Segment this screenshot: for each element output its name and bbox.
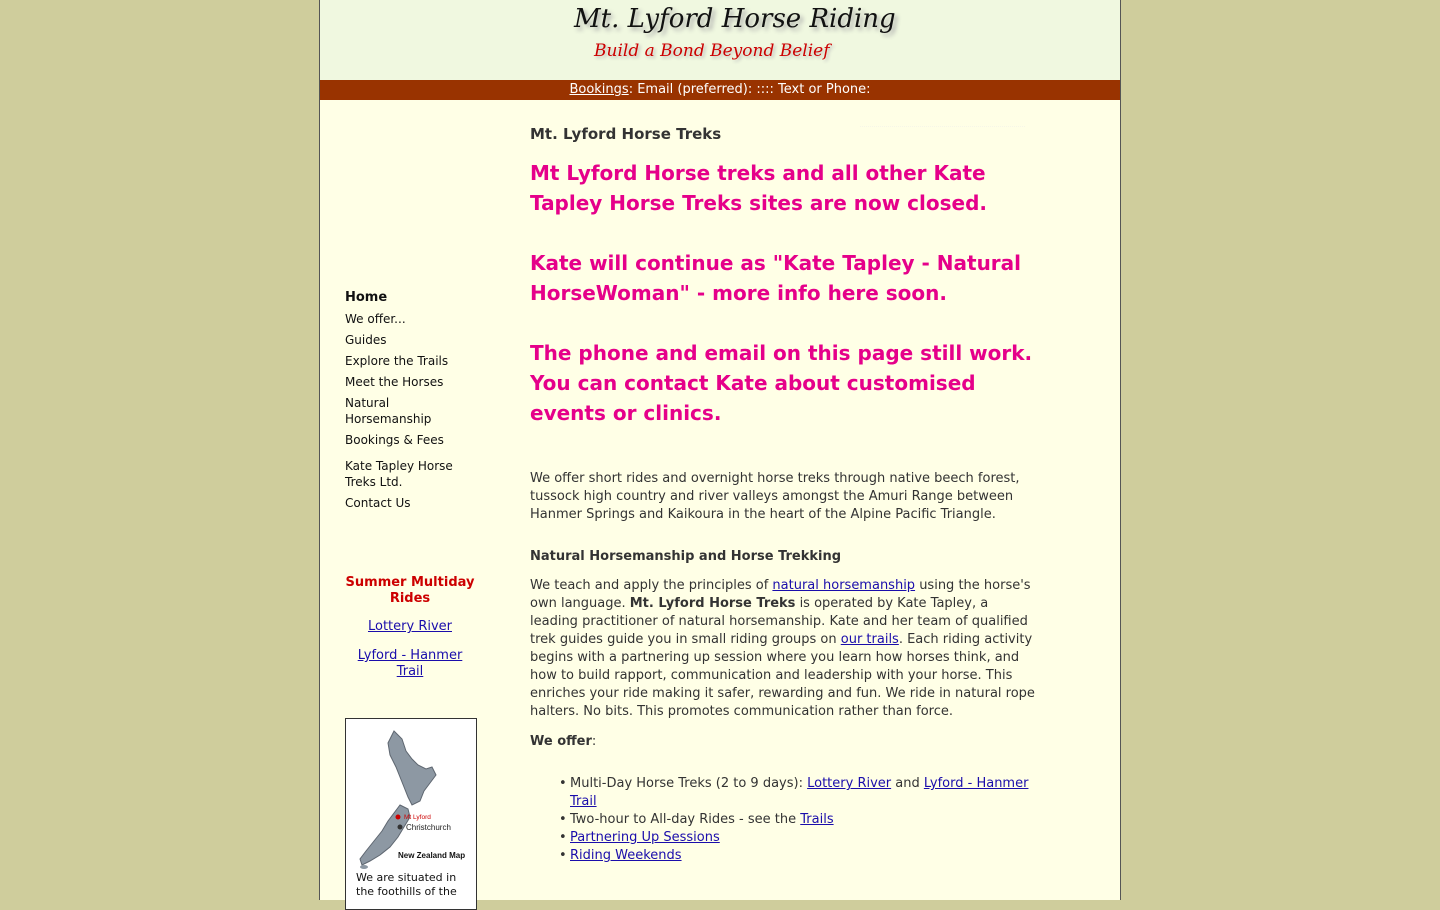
trails-link[interactable]: Trails <box>800 812 834 827</box>
sidebar-item-we-offer[interactable]: We offer... <box>345 312 406 326</box>
offer-text: Two-hour to All-day Rides - see the <box>570 812 801 827</box>
sidebar-item-explore-trails[interactable]: Explore the Trails <box>345 354 449 368</box>
location-marker-icon <box>396 815 401 820</box>
intro-paragraph: We offer short rides and overnight horse treks through native beech forest, tussock high country and river valleys amongst the Amuri Range between Hanmer Springs and Kaikoura in the heart of the Alpine Pacific Triangle. <box>530 471 1020 522</box>
offer-colon: : <box>591 734 597 749</box>
promo-link-lyford-hanmer[interactable]: Lyford - Hanmer Trail <box>357 648 463 679</box>
nz-map-box[interactable] <box>345 718 477 910</box>
sidebar-nav <box>345 290 485 516</box>
site-title[interactable]: Mt. Lyford Horse Riding <box>574 4 896 34</box>
sidebar-item-bookings-fees[interactable]: Bookings & Fees <box>345 433 444 447</box>
lyford-hanmer-link[interactable]: Lyford - Hanmer Trail <box>570 776 1029 809</box>
lottery-river-link[interactable]: Lottery River <box>807 776 892 791</box>
page-title: Mt. Lyford Horse Treks <box>530 125 722 143</box>
promo-link-lottery-river[interactable]: Lottery River <box>367 619 452 634</box>
offer-and: and <box>891 776 924 791</box>
list-item <box>530 847 1035 865</box>
nz-map-image[interactable] <box>354 727 472 869</box>
offer-list <box>530 775 1035 865</box>
contact-notice: The phone and email on this page still work. You can contact Kate about customised events or clinics. <box>530 341 1033 425</box>
para-text-2: using the horse's own language. <box>530 578 1031 611</box>
sidebar-item-meet-horses[interactable]: Meet the Horses <box>345 375 444 389</box>
sidebar-item-natural-horsemanship[interactable]: Natural Horsemanship <box>345 396 432 426</box>
map-title: New Zealand Map <box>398 851 466 860</box>
site-tagline: Build a Bond Beyond Belief <box>594 41 830 61</box>
contact-text: : Email (preferred): :::: Text or Phone: <box>628 82 871 97</box>
city-marker-icon <box>398 825 403 830</box>
marker-label: Mt Lyford <box>404 814 431 821</box>
promo-box <box>345 575 475 693</box>
city-label: Christchurch <box>406 823 451 832</box>
para-text-3: is operated by Kate Tapley, a leading practitioner of natural horsemanship. Kate and her team of qualified trek guides guide you in small riding groups on <box>530 596 1028 647</box>
para-text-4: . Each riding activity begins with a partnering up session where you learn how horses think, and how to build rapport, communication and leadership with your horse. This enriches your ride making it safer, rewarding and fun. We ride in natural rope halters. No bits. This promotes communication rather than force. <box>530 632 1035 719</box>
site-header <box>320 0 1120 80</box>
section-heading: Natural Horsemanship and Horse Trekking <box>530 549 842 564</box>
para-text-1: We teach and apply the principles of <box>530 578 773 593</box>
para-bold-name: Mt. Lyford Horse Treks <box>629 596 796 611</box>
bookings-bar <box>320 80 1120 100</box>
riding-weekends-link[interactable]: Riding Weekends <box>570 848 682 863</box>
page <box>319 0 1121 900</box>
partnering-up-link[interactable]: Partnering Up Sessions <box>570 830 720 845</box>
offer-text: Multi-Day Horse Treks (2 to 9 days): <box>570 776 808 791</box>
list-item <box>530 829 1035 847</box>
natural-horsemanship-link[interactable]: natural horsemanship <box>772 578 916 593</box>
bookings-link[interactable]: Bookings <box>569 82 629 97</box>
closure-notice: Mt Lyford Horse treks and all other Kate Tapley Horse Treks sites are now closed. <box>530 161 988 215</box>
offer-label-bold: We offer <box>530 734 592 749</box>
our-trails-link[interactable]: our trails <box>840 632 899 647</box>
list-item <box>530 811 1035 829</box>
sidebar-item-home[interactable]: Home <box>345 290 388 305</box>
main-content <box>530 124 1035 865</box>
list-item <box>530 775 1035 811</box>
sidebar-item-kate-tapley[interactable]: Kate Tapley Horse Treks Ltd. <box>345 459 453 489</box>
map-caption: We are situated in the foothills of the <box>356 871 457 898</box>
horsemanship-paragraph <box>530 577 1035 721</box>
sidebar-item-contact-us[interactable]: Contact Us <box>345 496 411 510</box>
offer-label <box>530 734 1035 749</box>
continuation-notice: Kate will continue as "Kate Tapley - Natural HorseWoman" - more info here soon. <box>530 251 1022 305</box>
sidebar-item-guides[interactable]: Guides <box>345 333 387 347</box>
promo-heading: Summer Multiday Rides <box>345 575 475 606</box>
